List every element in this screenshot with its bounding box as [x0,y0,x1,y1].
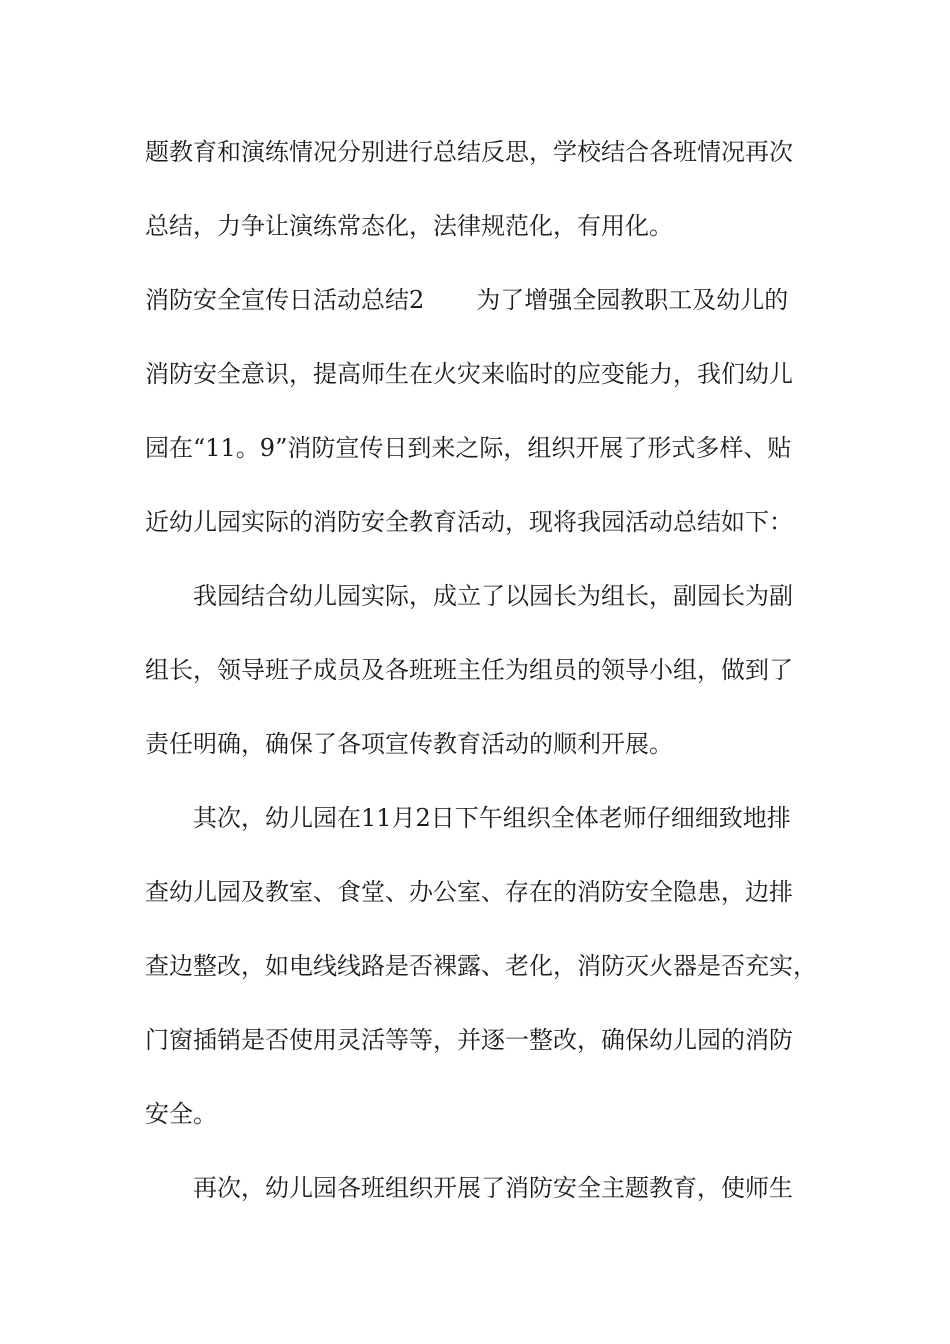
text-line: 查边整改，如电线线路是否裸露、老化，消防灭火器是否充实， [145,952,817,980]
text-line: 消防安全意识，提高师生在火灾来临时的应变能力，我们幼儿 [145,360,793,388]
paragraph-first-line: 再次，幼儿园各班组织开展了消防安全主题教育，使师生 [193,1174,793,1202]
text-line: 安全。 [145,1100,217,1128]
text-line: 园在“11。9”消防宣传日到来之际，组织开展了形式多样、贴 [145,434,792,462]
text-line: 总结，力争让演练常态化，法律规范化，有用化。 [145,212,673,240]
text-line: 近幼儿园实际的消防安全教育活动，现将我园活动总结如下： [145,508,793,536]
text-line: 组长，领导班子成员及各班班主任为组员的领导小组，做到了 [145,656,793,684]
text-line: 查幼儿园及教室、食堂、办公室、存在的消防安全隐患，边排 [145,878,793,906]
text-line: 责任明确，确保了各项宣传教育活动的顺利开展。 [145,730,673,758]
text-line: 为了增强全园教职工及幼儿的 [476,286,789,314]
paragraph-first-line: 其次，幼儿园在11月2日下午组织全体老师仔细细致地排 [193,804,791,832]
paragraph-first-line: 我园结合幼儿园实际，成立了以园长为组长，副园长为副 [193,582,793,610]
text-line: 题教育和演练情况分别进行总结反思，学校结合各班情况再次 [145,138,793,166]
section-heading-line [145,285,788,315]
section-heading: 消防安全宣传日活动总结2 [145,286,425,314]
text-line: 门窗插销是否使用灵活等等，并逐一整改，确保幼儿园的消防 [145,1026,793,1054]
